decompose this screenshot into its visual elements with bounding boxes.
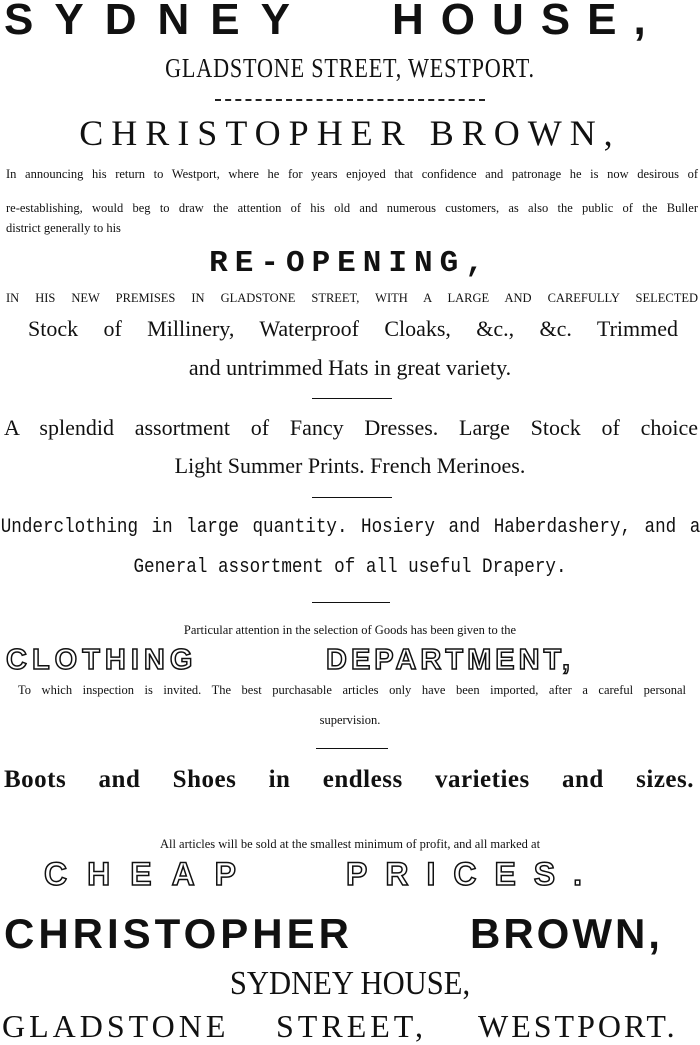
section-divider: [312, 398, 392, 399]
cheap-prices-heading: [0, 856, 700, 892]
clothing-heading-word-2: DEPARTMENT,: [326, 644, 575, 676]
prices-intro: All articles will be sold at the smallest minimum of profit, and all marked at: [159, 837, 541, 851]
footer-proprietor-word-2: BROWN,: [470, 910, 663, 957]
section-divider: [312, 602, 390, 603]
cheap-prices-word-2: PRICES.: [346, 856, 601, 892]
cheap-prices-word-1: CHEAP: [44, 856, 257, 892]
boots-and-shoes-line: Boots and Shoes in endless varieties and sizes.: [4, 766, 694, 793]
dresses-line-1: A splendid assortment of Fancy Dresses. Large Stock of choice: [4, 415, 698, 440]
reopening-subheading: IN HIS NEW PREMISES IN GLADSTONE STREET, WITH A LARGE AND CAREFULLY SELECTED: [6, 291, 698, 305]
shop-name-word-1: SYDNEY: [4, 0, 311, 44]
footer-address-word-3: WESTPORT.: [478, 1008, 678, 1044]
dresses-line-2: Light Summer Prints. French Merinoes.: [174, 453, 526, 478]
shop-name-heading: [0, 0, 700, 44]
footer-proprietor: [0, 910, 700, 958]
footer-address: [0, 1007, 700, 1045]
footer-address-word-2: STREET,: [276, 1008, 427, 1044]
clothing-intro: Particular attention in the selection of Goods has been given to the: [183, 623, 517, 637]
footer-shop-name: SYDNEY HOUSE,: [229, 965, 471, 1002]
shop-name-word-2: HOUSE,: [392, 0, 663, 44]
underclothing-line-1: Underclothing in large quantity. Hosiery and Haberdashery, and a: [0, 516, 700, 539]
section-divider: [312, 497, 392, 498]
millinery-line-2: and untrimmed Hats in great variety.: [188, 355, 512, 380]
announcement-line-1: In announcing his return to Westport, where he for years enjoyed that confidence and patronage he is now desirous of: [6, 167, 698, 181]
clothing-note-line-1: To which inspection is invited. The best purchasable articles only have been imported, after a careful personal: [18, 683, 686, 697]
announcement-line-3: district generally to his: [6, 221, 121, 235]
millinery-line-1: Stock of Millinery, Waterproof Cloaks, &c., &c. Trimmed: [28, 316, 678, 341]
clothing-note-line-2: supervision.: [319, 713, 381, 727]
footer-address-word-1: GLADSTONE: [2, 1008, 230, 1044]
proprietor-heading: CHRISTOPHER BROWN,: [79, 113, 621, 153]
clothing-department-heading: [0, 644, 700, 676]
ornamental-rule: [215, 99, 485, 101]
clothing-heading-word-1: CLOTHING: [6, 644, 198, 676]
underclothing-line-2: General assortment of all useful Drapery.: [133, 556, 567, 579]
footer-proprietor-word-1: CHRISTOPHER: [4, 910, 353, 957]
announcement-line-2: re-establishing, would beg to draw the attention of his old and numerous customers, as also the public of the Buller: [6, 201, 698, 215]
shop-address: GLADSTONE STREET, WESTPORT.: [165, 53, 535, 83]
section-divider: [316, 748, 388, 749]
reopening-heading: RE-OPENING,: [209, 246, 491, 281]
